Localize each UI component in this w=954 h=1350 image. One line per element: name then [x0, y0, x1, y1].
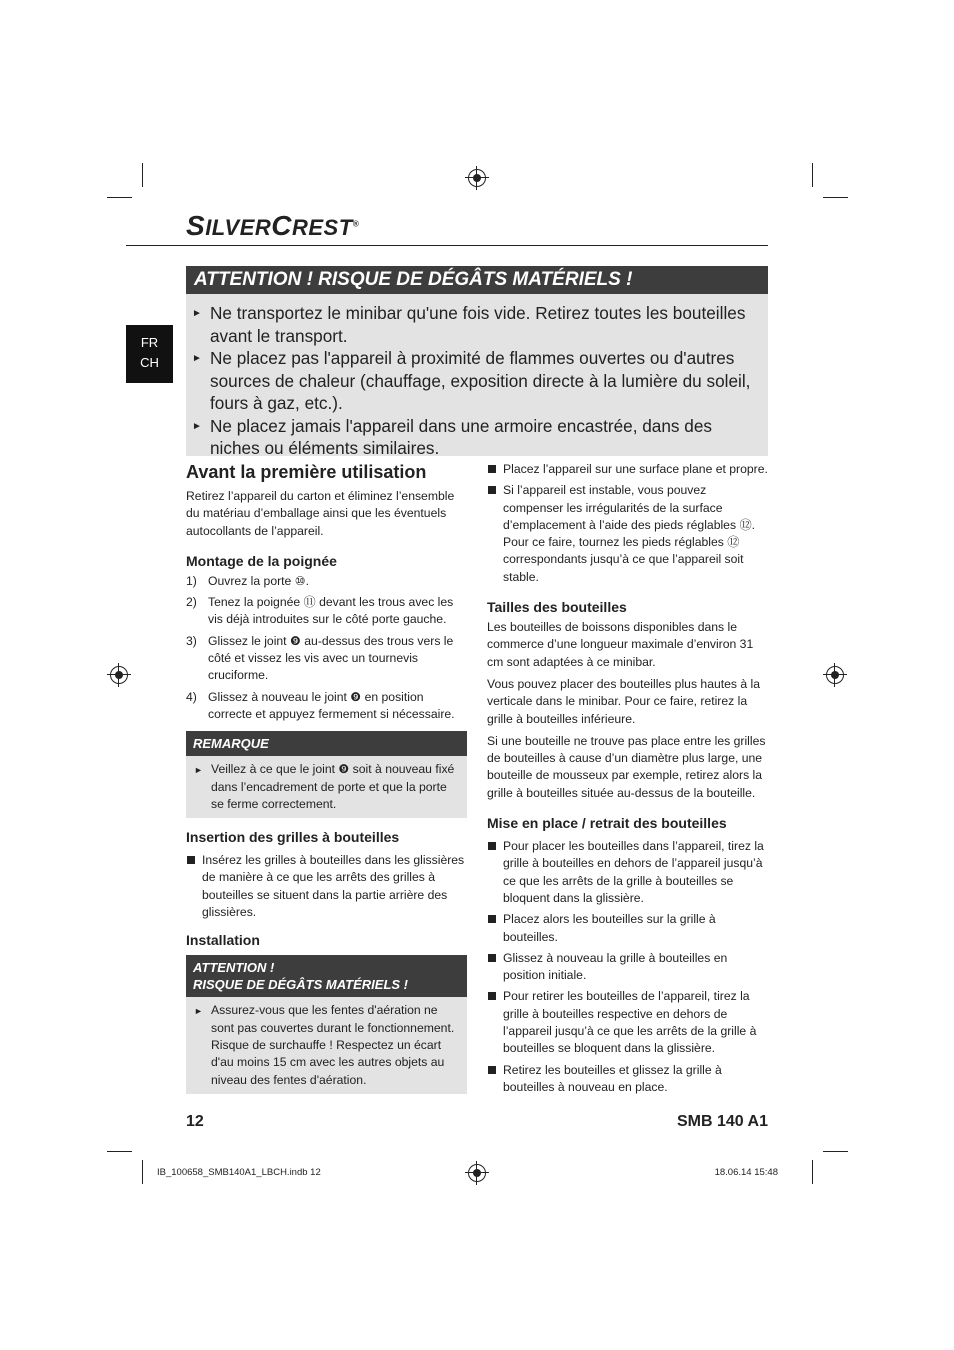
sizes-text: Les bouteilles de boissons disponibles dans le commerce d’une longueur maximale d’environ 31 cm sont adaptées à ce minibar. — [487, 620, 754, 669]
crop-mark — [142, 1160, 143, 1184]
install-heading: Installation — [186, 932, 260, 949]
crop-mark — [812, 163, 813, 187]
print-date: 18.06.14 15:48 — [714, 1167, 778, 1178]
note-box — [186, 731, 467, 818]
warning-item: ► Ne transportez le minibar qu'une fois vide. Retirez toutes les bouteilles avant le transport. — [210, 302, 758, 347]
crop-mark — [142, 163, 143, 187]
registration-mark-icon — [468, 169, 486, 187]
place-item: Si l’appareil est instable, vous pouvez compenser les irrégularités de la surface d’emplacement à l’aide des pieds réglables ⑫. Pour ce faire, tournez les pieds réglables ⑫ correspondants jusqu’à ce que l’appareil soit stable. — [487, 482, 768, 586]
crop-mark — [823, 197, 848, 198]
warning-item: ► Ne placez jamais l'appareil dans une armoire encastrée, dans des niches ou éléments similaires. — [210, 415, 758, 460]
sizes-heading: Tailles des bouteilles — [487, 599, 627, 616]
step-item: 4) Glissez à nouveau le joint ❾ en position correcte et appuyez fermement si nécessaire. — [186, 689, 455, 721]
step-item: 3) Glissez le joint ❾ au-dessus des trous vers le côté et vissez les vis avec un tournevis cruciforme. — [186, 633, 454, 683]
header-rule — [126, 245, 768, 246]
intro-text: Retirez l’appareil du carton et éliminez l’ensemble du matériau d’emballage ainsi que les éventuels autocollants de l’appareil. — [186, 489, 455, 538]
mise-item: Retirez les bouteilles et glissez la grille à bouteilles à nouveau en place. — [487, 1062, 768, 1097]
grids-heading: Insertion des grilles à bouteilles — [186, 829, 400, 846]
place-item: Placez l’appareil sur une surface plane et propre. — [487, 461, 768, 478]
mise-item: Placez alors les bouteilles sur la grille à bouteilles. — [487, 911, 768, 946]
print-file-info: IB_100658_SMB140A1_LBCH.indb 12 — [157, 1167, 321, 1178]
brand-logo: SILVERCREST® — [186, 210, 360, 241]
model-number: SMB 140 A1 — [677, 1113, 768, 1130]
mise-item: Pour retirer les bouteilles de l’appareil, tirez la grille à bouteilles respective en dehors de l’appareil jusqu’à ce que les arrêts de la grille à bouteilles se bloquent dans la glissière. — [487, 988, 768, 1057]
crop-mark — [812, 1160, 813, 1184]
registration-mark-icon — [468, 1164, 486, 1182]
left-column — [186, 461, 467, 1094]
warning-title: ATTENTION ! RISQUE DE DÉGÂTS MATÉRIELS ! — [186, 266, 768, 294]
page-number: 12 — [186, 1113, 204, 1130]
step-item: 1) Ouvrez la porte ⑩. — [186, 573, 310, 588]
sizes-text: Vous pouvez placer des bouteilles plus hautes à la verticale dans le minibar. Pour ce faire, retirez la grille à bouteilles inférieure. — [487, 676, 761, 726]
warning-box — [186, 294, 768, 456]
install-warning-text: ► Assurez-vous que les fentes d'aération ne sont pas couvertes durant le fonctionnement. Risque de surchauffe ! Respectez un écart d'au moins 15 cm avec les autres objets au niveau des fentes d'aération. — [186, 1002, 461, 1088]
assembly-steps — [186, 573, 467, 723]
step-item: 2) Tenez la poignée ⑪ devant les trous avec les vis déjà introduites sur le côté porte gauche. — [186, 595, 454, 627]
registration-mark-icon — [826, 666, 844, 684]
grids-text: Insérez les grilles à bouteilles dans les glissières de manière à ce que les arrêts des grilles à bouteilles se situent dans la partie arrière des glissières. — [186, 852, 467, 921]
note-title: REMARQUE — [186, 731, 467, 756]
mise-item: Glissez à nouveau la grille à bouteilles en position initiale. — [487, 950, 768, 985]
note-text: ► Veillez à ce que le joint ❾ soit à nouveau fixé dans l’encadrement de porte et que la porte se ferme correctement. — [186, 761, 461, 813]
crop-mark — [823, 1151, 848, 1152]
registration-mark-icon — [110, 666, 128, 684]
language-tab: FR CH — [126, 325, 173, 383]
sizes-text: Si une bouteille ne trouve pas place entre les grilles de bouteilles à cause d’un diamètre plus large, une bouteille de mousseux par exemple, retirez alors la grille à bouteilles située au-dessus de la bouteille. — [487, 733, 766, 800]
handle-heading: Montage de la poignée — [186, 552, 337, 569]
install-warning-title: ATTENTION ! RISQUE DE DÉGÂTS MATÉRIELS ! — [186, 955, 467, 997]
mise-heading: Mise en place / retrait des bouteilles — [487, 815, 727, 832]
section-heading: Avant la première utilisation — [186, 462, 427, 482]
crop-mark — [107, 1151, 132, 1152]
mise-item: Pour placer les bouteilles dans l’appareil, tirez la grille à bouteilles en dehors de l’appareil jusqu’à ce que les arrêts de la grille à bouteilles se bloquent dans la glissière. — [487, 838, 768, 907]
right-column — [487, 461, 768, 1100]
crop-mark — [107, 197, 132, 198]
install-warning-box — [186, 955, 467, 1093]
warning-item: ► Ne placez pas l'appareil à proximité de flammes ouvertes ou d'autres sources de chaleur (chauffage, exposition directe à la lumière du soleil, fours à gaz, etc.). — [210, 347, 758, 415]
